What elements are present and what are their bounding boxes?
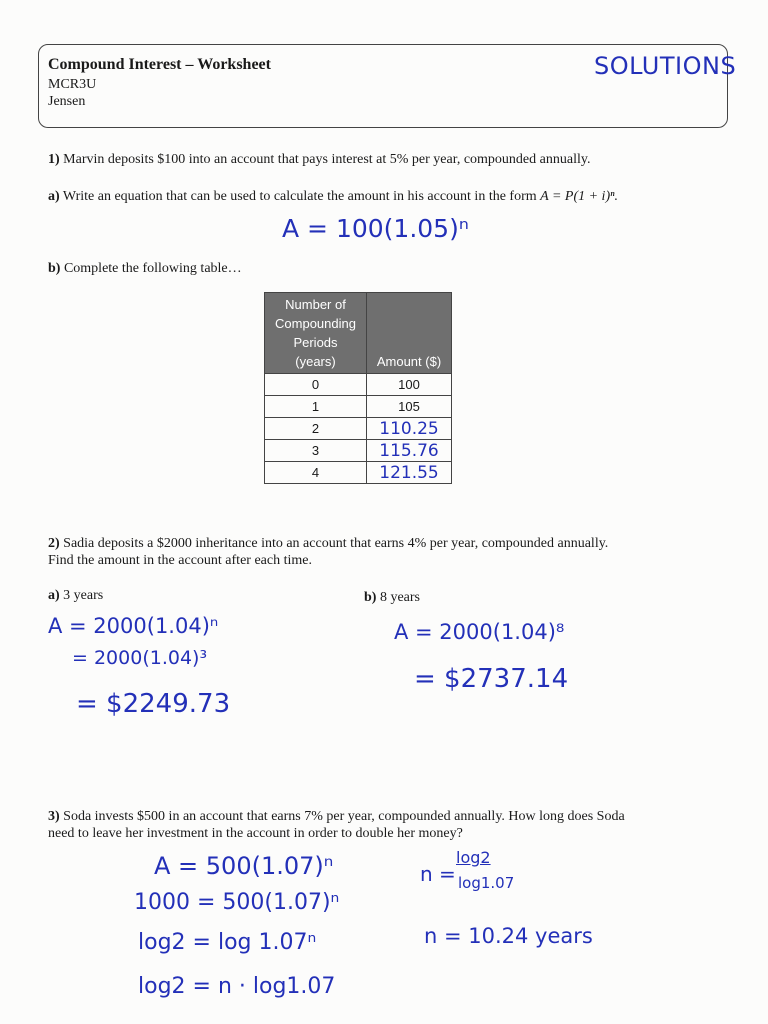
q3-fraction-numerator: log2: [456, 848, 491, 867]
q2b-prompt: [364, 589, 420, 606]
q2b-label: b): [364, 590, 377, 605]
q2a-prompt: [48, 587, 103, 604]
q1a-text: Write an equation that can be used to calculate the amount in his account in the form: [59, 189, 541, 204]
q2-text: Sadia deposits a $2000 inheritance into an account that earns 4% per year, compounded annually.: [59, 536, 609, 551]
amount-cell: 115.76: [367, 440, 452, 462]
q2b-text: 8 years: [376, 590, 420, 605]
q3-number: 3): [48, 809, 60, 824]
q3-work-line: 1000 = 500(1.07)ⁿ: [134, 890, 340, 915]
q2a-label: a): [48, 588, 60, 603]
q3-answer: n = 10.24 years: [424, 924, 593, 948]
period-cell: 2: [265, 418, 367, 440]
col-amount-header: Amount ($): [367, 293, 452, 374]
q1b-text: Complete the following table…: [60, 261, 242, 276]
amount-cell: 100: [367, 374, 452, 396]
q2a-text: 3 years: [59, 588, 104, 603]
compounding-table: [264, 292, 452, 484]
q3-fraction-lhs: n =: [420, 862, 456, 886]
q2a-work-line: = 2000(1.04)³: [72, 647, 208, 669]
table-row: [265, 418, 452, 440]
period-cell: 4: [265, 462, 367, 484]
solutions-stamp: SOLUTIONS: [594, 52, 737, 80]
amount-cell: 105: [367, 396, 452, 418]
q1a-answer: A = 100(1.05)ⁿ: [282, 214, 469, 243]
table-row: [265, 374, 452, 396]
question-3: [48, 808, 625, 825]
table-row: [265, 396, 452, 418]
question-1: [48, 151, 590, 168]
q3-work-line: A = 500(1.07)ⁿ: [154, 852, 334, 880]
q2-text-line2: Find the amount in the account after each time.: [48, 553, 312, 568]
q1-number: 1): [48, 152, 60, 167]
q1a-formula: A = P(1 + i)ⁿ.: [540, 189, 619, 204]
q3-work-line: log2 = log 1.07ⁿ: [138, 930, 317, 955]
col-periods-header-line: Number of: [285, 297, 346, 312]
col-periods-header-line: (years): [295, 354, 336, 369]
course-code: MCR3U: [48, 77, 97, 92]
q1a-label: a): [48, 189, 60, 204]
period-cell: 1: [265, 396, 367, 418]
q2b-answer: = $2737.14: [414, 664, 569, 694]
table-header-row: [265, 293, 452, 374]
q3-work-line: log2 = n · log1.07: [138, 974, 336, 999]
teacher-name: Jensen: [48, 94, 86, 109]
q2-number: 2): [48, 536, 60, 551]
q1-text: Marvin deposits $100 into an account that pays interest at 5% per year, compounded annually.: [59, 152, 591, 167]
q1b-prompt: [48, 260, 242, 277]
worksheet-title: Compound Interest – Worksheet: [48, 56, 271, 73]
col-periods-header-line: Periods: [293, 335, 338, 350]
q1b-label: b): [48, 261, 61, 276]
period-cell: 3: [265, 440, 367, 462]
table-row: [265, 440, 452, 462]
amount-cell: 110.25: [367, 418, 452, 440]
period-cell: 0: [265, 374, 367, 396]
q3-fraction-denominator: log1.07: [458, 874, 515, 892]
col-periods-header: [265, 293, 367, 374]
table-row: [265, 462, 452, 484]
q2a-work-line: A = 2000(1.04)ⁿ: [48, 614, 219, 638]
question-2: [48, 535, 608, 552]
col-periods-header-line: Compounding: [275, 316, 356, 331]
amount-cell: 121.55: [367, 462, 452, 484]
q2a-answer: = $2249.73: [76, 689, 231, 719]
q1a-prompt: [48, 188, 618, 205]
q3-text: Soda invests $500 in an account that earns 7% per year, compounded annually. How long does Soda: [59, 809, 625, 824]
q3-text-line2: need to leave her investment in the account in order to double her money?: [48, 826, 463, 841]
q2b-work-line: A = 2000(1.04)⁸: [394, 620, 565, 644]
